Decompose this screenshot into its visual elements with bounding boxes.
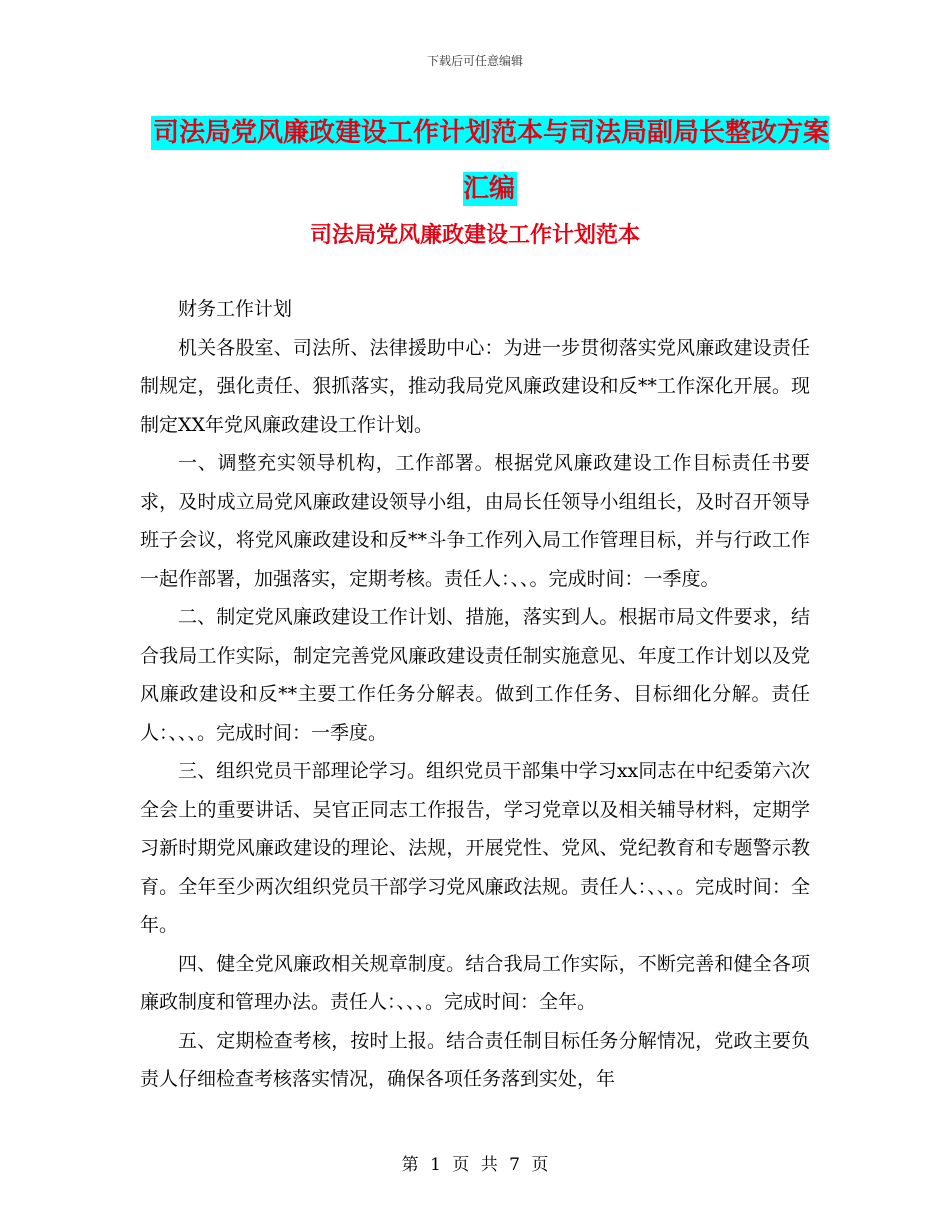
- document-main-title: [140, 105, 840, 217]
- paragraph: 一、调整充实领导机构，工作部署。根据党风廉政建设工作目标责任书要求，及时成立局党风廉政建设领导小组，由局长任领导小组组长，及时召开领导班子会议，将党风廉政建设和反**斗争工作列入局工作管理目标，并与行政工作一起作部署，加强落实，定期考核。责任人：、、。完成时间：一季度。: [140, 452, 810, 590]
- paragraph: 二、制定党风廉政建设工作计划、措施，落实到人。根据市局文件要求，结合我局工作实际，制定完善党风廉政建设责任制实施意见、年度工作计划以及党风廉政建设和反**主要工作任务分解表。做到工作任务、目标细化分解。责任人：、、、。完成时间：一季度。: [140, 606, 810, 744]
- document-body: [140, 290, 810, 1099]
- paragraph: 三、组织党员干部理论学习。组织党员干部集中学习xx同志在中纪委第六次全会上的重要讲话、吴官正同志工作报告，学习党章以及相关辅导材料，定期学习新时期党风廉政建设的理论、法规，开展党性、党风、党纪教育和专题警示教育。全年至少两次组织党员干部学习党风廉政法规。责任人：、、、。完成时间：全年。: [140, 760, 810, 936]
- paragraph: 四、健全党风廉政相关规章制度。结合我局工作实际，不断完善和健全各项廉政制度和管理办法。责任人：、、、。完成时间：全年。: [140, 952, 810, 1013]
- paragraph: 五、定期检查考核，按时上报。结合责任制目标任务分解情况，党政主要负责人仔细检查考核落实情况，确保各项任务落到实处，年: [140, 1029, 810, 1090]
- paragraph: 机关各股室、司法所、法律援助中心：为进一步贯彻落实党风廉政建设责任制规定，强化责任、狠抓落实，推动我局党风廉政建设和反**工作深化开展。现制定XX年党风廉政建设工作计划。: [140, 336, 810, 436]
- main-title-text: 司法局党风廉政建设工作计划范本与司法局副局长整改方案汇编: [152, 118, 829, 204]
- page-footer: 第 1 页 共 7 页: [401, 1155, 549, 1175]
- paragraph: 财务工作计划: [178, 298, 293, 320]
- section-title: 司法局党风廉政建设工作计划范本: [309, 222, 640, 248]
- header-note: 下载后可任意编辑: [426, 54, 523, 68]
